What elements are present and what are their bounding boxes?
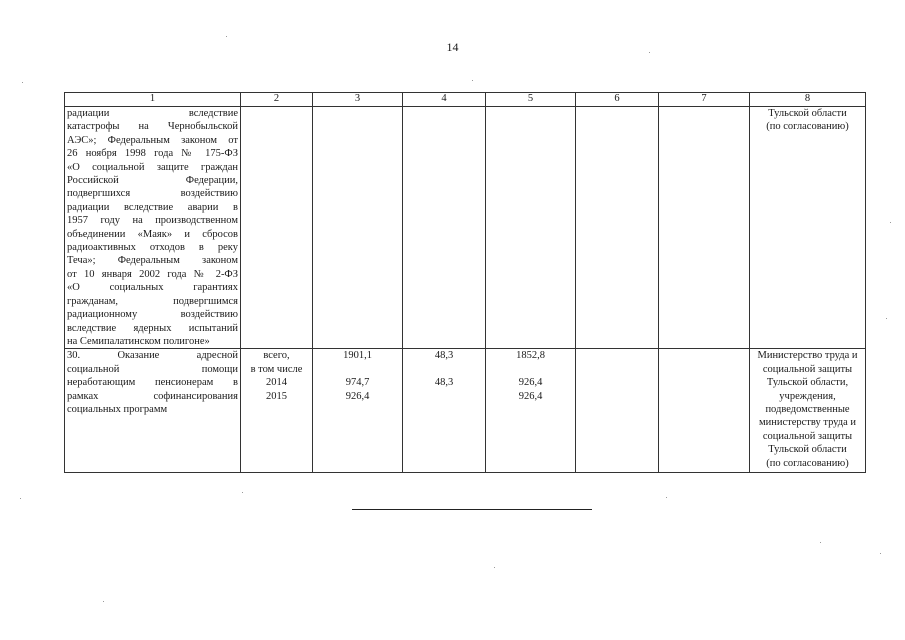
cell-text-line: 48,3 [434,350,454,362]
table-cell [403,107,486,349]
executor-cell [750,349,866,473]
cell-text-line: радиации вследствие аварии в [67,201,238,213]
column-header: 1 [65,93,241,107]
scan-speck [890,222,891,223]
cell-text-line: катастрофы на Чернобыльской [67,121,238,133]
cell-text-line: 926,4 [345,390,370,402]
cell-text-line: 974,7 [345,377,370,389]
cell-text-line [405,363,483,376]
cell-text-line: 2014 [266,377,287,389]
document-table [64,92,866,473]
cell-text-line: социальной защиты [762,363,853,375]
table-cell [659,349,750,473]
cell-text-line: 926,4 [518,390,543,402]
column-header: 4 [403,93,486,107]
cell-text-line: рамках софинансирования [67,390,238,402]
cell-text-line: неработающим пенсионерам в [67,377,238,389]
cell-text-line: от 10 января 2002 года № 2-ФЗ [67,268,238,280]
executor-cell [750,107,866,349]
table-cell [486,107,576,349]
cell-text-line: (по согласованию) [766,121,849,133]
cell-text-line: 1852,8 [516,350,545,362]
cell-text-line: АЭС»; Федеральным законом от [67,134,238,146]
cell-text-line: Российской Федерации, [67,175,238,187]
cell-text-line: Теча»; Федеральным законом [67,255,238,267]
cell-text-line: Тульской области, [766,377,849,389]
column-header: 6 [576,93,659,107]
scan-speck [886,318,887,319]
column-header: 7 [659,93,750,107]
cell-text-line: 2015 [266,390,287,402]
cell-text-line: на Семипалатинском полигоне» [67,335,210,347]
cell-text-line [405,390,483,403]
cell-text-line: Тульской области [768,444,847,456]
table-cell [241,107,313,349]
cell-text-line: радиации вследствие [67,108,238,119]
cell-text-line: учреждения, [779,390,836,402]
column-header: 3 [313,93,403,107]
cell-text-line: в том числе [250,363,303,375]
regional-budget-cell [486,349,576,473]
cell-text-line: объединении «Маяк» и сбросов [67,228,238,240]
scan-speck [494,567,495,568]
scan-speck [880,553,881,554]
cell-text-line: «О социальной защите граждан [67,161,238,173]
cell-text-line: министерству труда и [758,417,857,429]
scan-speck [226,36,227,37]
cell-text-line: 926,4 [518,377,543,389]
cell-text-line: 26 ноября 1998 года № 175-ФЗ [67,148,238,160]
cell-text-line: Тульской области [768,108,847,119]
period-cell [241,349,313,473]
table-row [65,349,866,473]
cell-text-line: радиационному воздействию [67,309,238,321]
column-header: 5 [486,93,576,107]
scan-speck [649,52,650,53]
cell-text-line: 48,3 [434,377,454,389]
table-cell [576,107,659,349]
cell-text-line [488,363,573,376]
total-amount-cell [313,349,403,473]
table-cell [659,107,750,349]
scan-speck [103,601,104,602]
scan-speck [22,82,23,83]
cell-text-line: всего, [263,350,290,362]
cell-text-line: подведомственные [765,403,850,415]
cell-text-line: 1901,1 [343,350,372,362]
table-row [65,107,866,349]
legal-basis-cell [65,107,241,349]
federal-budget-cell [403,349,486,473]
cell-text-line: 30. Оказание адресной [67,350,238,362]
cell-text-line: радиоактивных отходов в реку [67,242,238,254]
cell-text-line: «О социальных гарантиях [67,282,238,294]
measure-name-cell [65,349,241,473]
cell-text-line: социальной помощи [67,363,238,375]
cell-text-line: социальных программ [67,403,168,415]
cell-text-line [315,363,400,376]
header-row [65,93,866,107]
scan-speck [242,492,243,493]
cell-text-line: вследствие ядерных испытаний [67,322,238,334]
end-separator-line [352,509,592,510]
table-cell [313,107,403,349]
table-cell [576,349,659,473]
scan-speck [20,498,21,499]
page-number: 14 [446,40,459,54]
column-header: 8 [750,93,866,107]
cell-text-line: 1957 году на производственном [67,215,238,227]
cell-text-line: гражданам, подвергшимся [67,295,238,307]
cell-text-line: подвергшихся воздействию [67,188,238,200]
cell-text-line: социальной защиты [762,430,853,442]
scan-speck [666,497,667,498]
cell-text-line: Министерство труда и [757,350,858,362]
scan-speck [472,80,473,81]
scan-speck [820,542,821,543]
column-header: 2 [241,93,313,107]
cell-text-line: (по согласованию) [766,457,849,469]
